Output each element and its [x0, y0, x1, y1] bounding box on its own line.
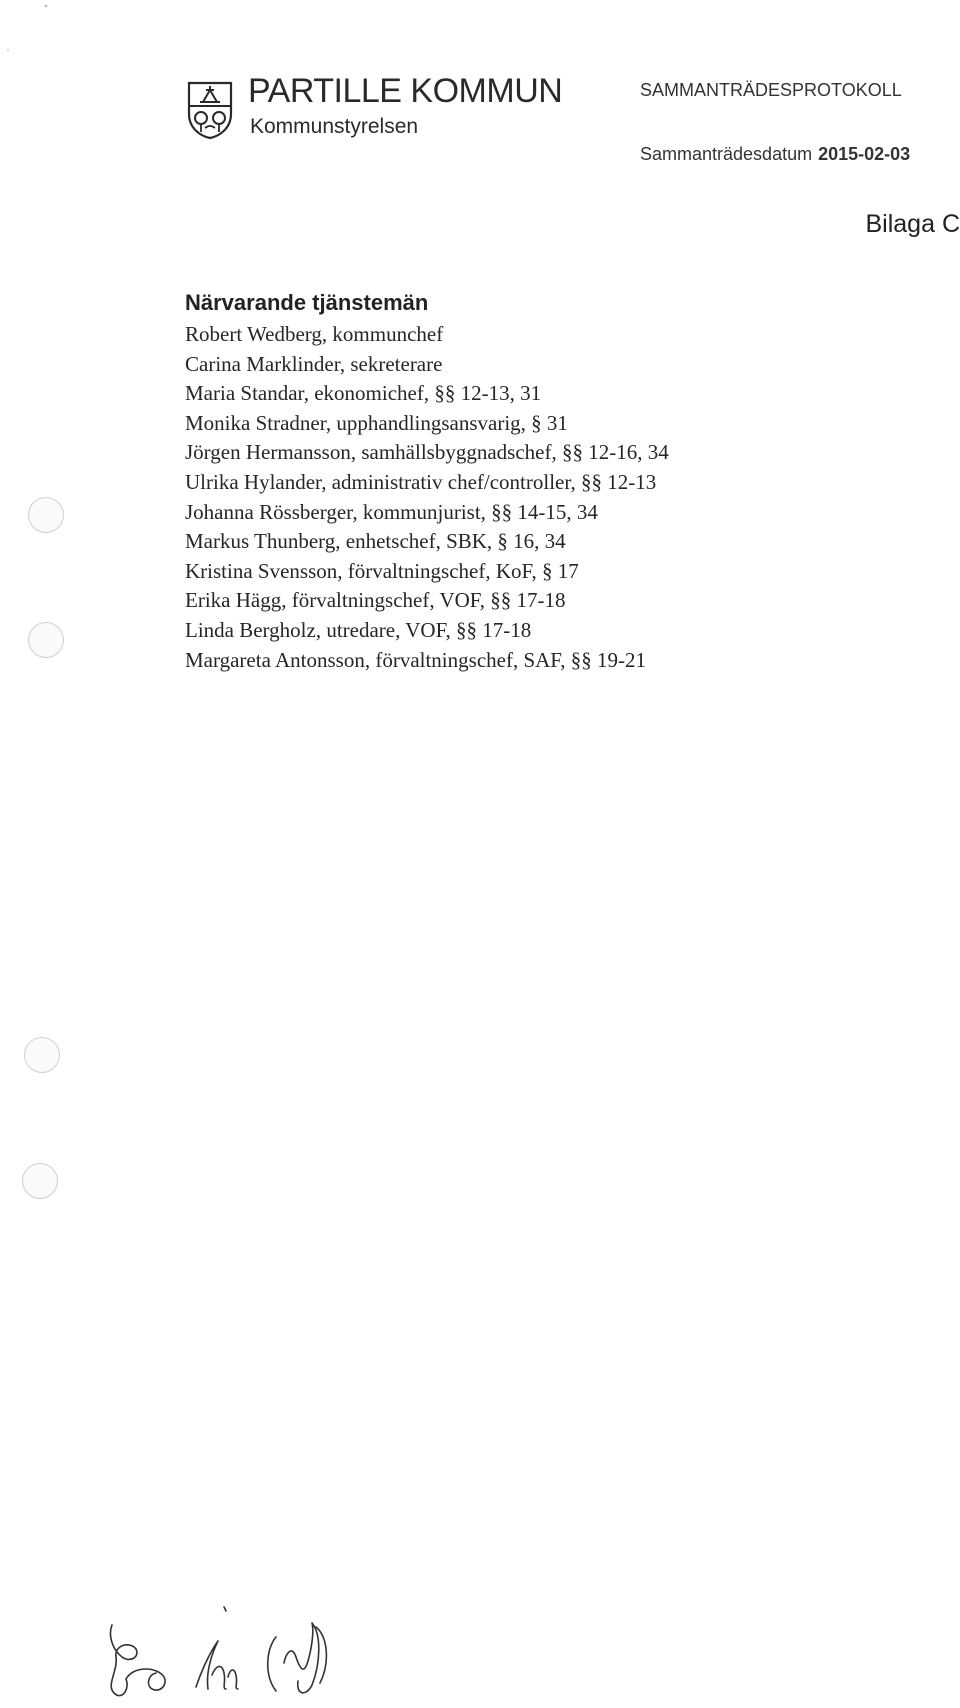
list-item: Kristina Svensson, förvaltningschef, KoF, § 17 — [185, 558, 579, 583]
attendance-heading: Närvarande tjänstemän — [185, 290, 429, 315]
meeting-date-value: 2015-02-03 — [818, 144, 911, 164]
list-item: Ulrika Hylander, administrativ chef/controller, §§ 12-13 — [185, 469, 657, 494]
list-item: Carina Marklinder, sekreterare — [185, 351, 443, 376]
list-item: Johanna Rössberger, kommunjurist, §§ 14-15, 34 — [185, 499, 598, 524]
punch-hole-4 — [22, 1163, 58, 1199]
coat-of-arms-icon — [186, 80, 234, 140]
punch-hole-3 — [24, 1037, 60, 1073]
meeting-date-label: Sammanträdesdatum — [640, 144, 813, 164]
signature-initials — [100, 1605, 400, 1705]
document-type: SAMMANTRÄDESPROTOKOLL — [640, 80, 902, 100]
list-item: Markus Thunberg, enhetschef, SBK, § 16, 34 — [185, 529, 566, 554]
scan-specks — [0, 0, 960, 80]
attendance-list — [185, 320, 669, 675]
list-item: Margareta Antonsson, förvaltningschef, SAF, §§ 19-21 — [185, 647, 647, 672]
list-item: Monika Stradner, upphandlingsansvarig, § 31 — [185, 410, 568, 435]
organization-name: PARTILLE KOMMUN — [248, 72, 563, 110]
appendix-label: Bilaga C — [865, 210, 960, 238]
list-item: Erika Hägg, förvaltningschef, VOF, §§ 17-18 — [185, 588, 566, 613]
punch-hole-2 — [28, 622, 64, 658]
meeting-date — [640, 144, 910, 165]
list-item: Robert Wedberg, kommunchef — [185, 322, 444, 346]
punch-hole-1 — [28, 497, 64, 533]
attendance-section — [185, 290, 669, 675]
organization-department: Kommunstyrelsen — [250, 115, 419, 138]
list-item: Linda Bergholz, utredare, VOF, §§ 17-18 — [185, 617, 532, 642]
list-item: Jörgen Hermansson, samhällsbyggnadschef, §§ 12-16, 34 — [185, 440, 669, 465]
list-item: Maria Standar, ekonomichef, §§ 12-13, 31 — [185, 381, 542, 406]
